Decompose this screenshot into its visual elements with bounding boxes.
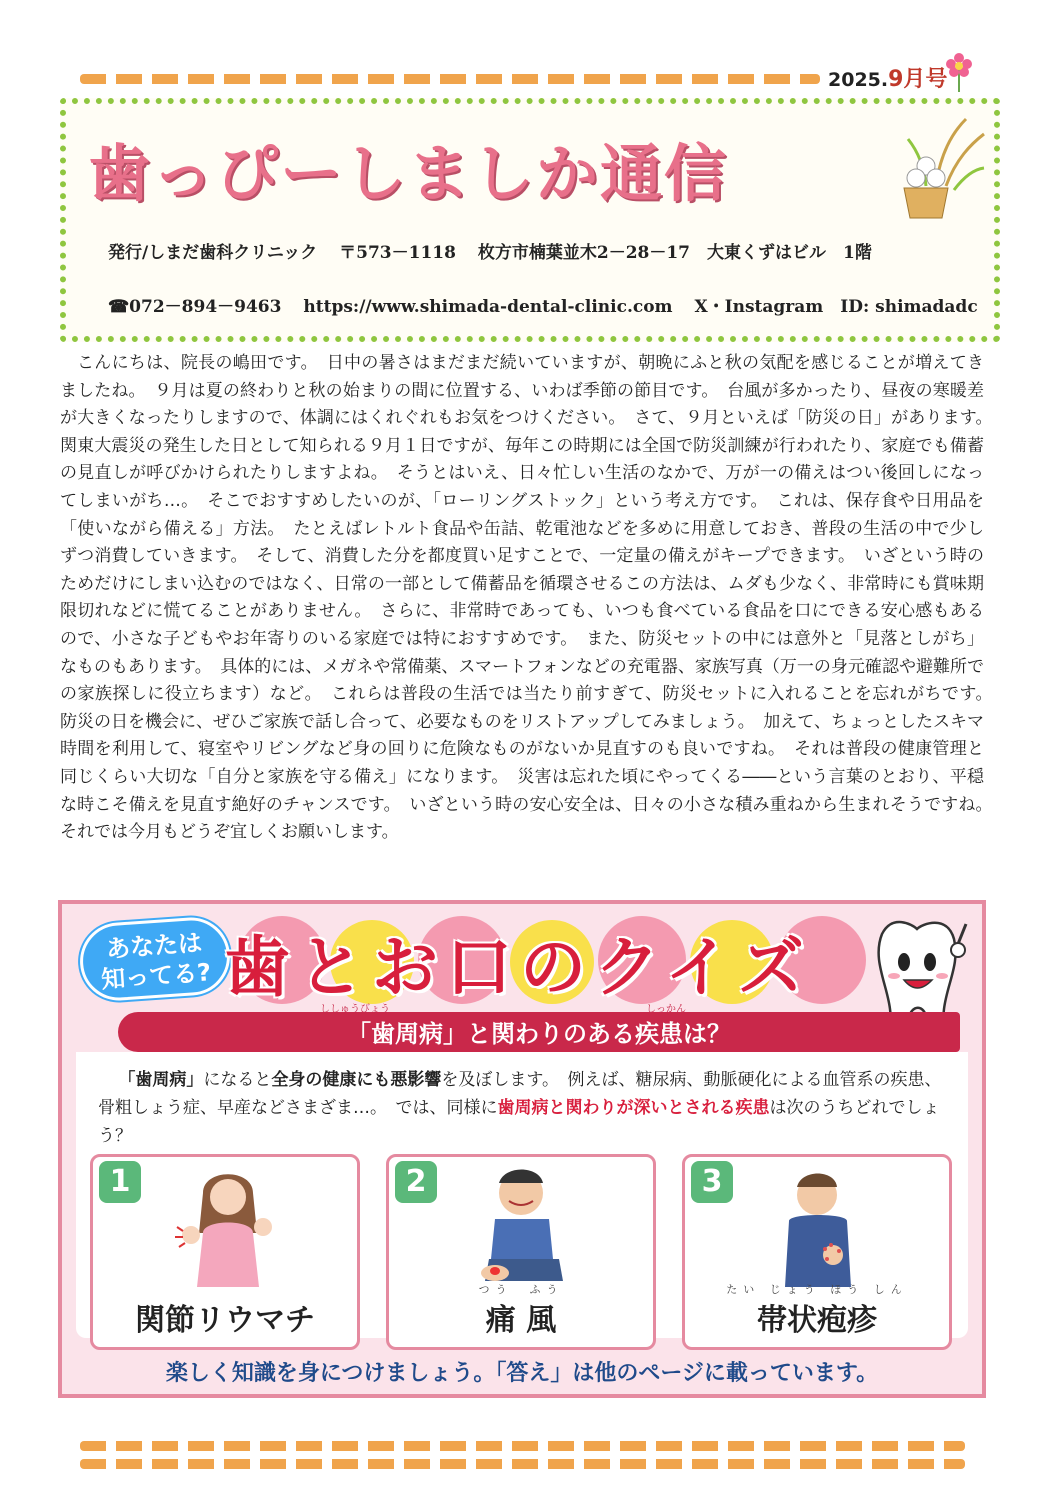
choice-label: 関節リウマチ [135,1303,315,1338]
choice-ruby: たい じょう ほう しん [726,1283,908,1296]
publisher: 発行/しまだ歯科クリニック [108,243,318,263]
quiz-footer-note: 楽しく知識を身につけましょう。「答え」は他のページに載っています。 [165,1361,879,1386]
quiz-choice-2[interactable] [386,1154,656,1350]
phone-number: ☎072－894－9463 [108,297,282,317]
choice-number: 2 [395,1161,437,1203]
quiz-subtitle: 「歯周病」と関わりのある疾患は？ [347,1020,731,1048]
ruby-shishubyo: ししゅうびょう [320,1004,390,1015]
top-dashed-rule [80,74,820,84]
bottom-dashed-rule [80,1441,965,1451]
woman-hand-pain-illustration [163,1163,293,1287]
quiz-section [58,900,986,1398]
quiz-title: 歯とお口のクイズ [224,929,813,1006]
flower-icon [945,52,973,92]
contact-line [108,292,994,317]
quiz-badge: あなたは 知ってる? [77,915,232,1003]
quiz-question: 「歯周病」になると全身の健康にも悪影響を及ぼします。 例えば、糖尿病、動脈硬化による血管系の疾患、骨粗しょう症、早産などさまざま…。 では、同様に歯周病と関わりが深いとされる疾患は次のうちどれでしょう？ [98,1070,942,1146]
issue-date: 2025.9月号 [828,67,948,92]
choice-number: 3 [691,1161,733,1203]
address: 枚方市楠葉並木2－28－17 大東くずはビル 1階 [477,243,872,263]
newsletter-title: 歯っぴーしましか通信 [88,137,729,210]
newsletter-header [60,98,1000,342]
publisher-line [108,238,888,263]
greeting-article: こんにちは、院長の嶋田です。 日中の暑さはまだまだ続いていますが、朝晩にふと秋の気配を感じることが増えてきましたね。 ９月は夏の終わりと秋の始まりの間に位置する、いわば季節の節目です。 台風が多かったり、昼夜の寒暖差が大きくなったりしますので、体調にはくれぐれもお気をつけください。 さて、９月といえば「防災の日」があります。 関東大震災の発生した日として知られる９月１日ですが、毎年この時期には全国で防災訓練が行われたり、家庭でも備蓄の見直しが呼びかけられたりしますよね。 そうとはいえ、日々忙しい生活のなかで、万が一の備えはつい後回しになってしまいがち…。 そこでおすすめしたいのが、「ローリングストック」という考え方です。 これは、保存食や日用品を「使いながら備える」方法。 たとえばレトルト食品や缶詰、乾電池などを多めに用意しておき、普段の生活の中で少しずつ消費していきます。 そして、消費した分を都度買い足すことで、一定量の備えがキープできます。 いざという時のためだけにしまい込むのではなく、日常の一部として備蓄品を循環させるこの方法は、ムダも少なく、非常時にも賞味期限切れなどに慌てることがありません。 さらに、非常時であっても、いつも食べている食品を口にできる安心感もあるので、小さな子どもやお年寄りのいる家庭では特におすすめです。 また、防災セットの中には意外と「見落としがち」なものもあります。 具体的には、メガネや常備薬、スマートフォンなどの充電器、家族写真（万一の身元確認や避難所での家族探しに役立ちます）など。 これらは普段の生活では当たり前すぎて、防災セットに入れることを忘れがちです。 防災の日を機会に、ぜひご家族で話し合って、必要なものをリストアップしてみましょう。 加えて、ちょっとしたスキマ時間を利用して、寝室やリビングなど身の回りに危険なものがないか見直すのも良いですね。 それは普段の健康管理と同じくらい大切な「自分と家族を守る備え」になります。 災害は忘れた頃にやってくる――という言葉のとおり、平穏な時こそ備えを見直す絶好のチャンスです。 いざという時の安心安全は、日々の小さな積み重ねから生まれそうですね。 それでは今月もどうぞ宜しくお願いします。 [60,353,1001,843]
man-foot-pain-illustration [459,1163,589,1287]
quiz-subtitle-bar [118,1012,960,1052]
website-link[interactable]: https://www.shimada-dental-clinic.com [303,297,673,317]
choice-ruby: つう ふう [478,1283,564,1296]
quiz-choice-3[interactable] [682,1154,952,1350]
quiz-choice-1[interactable] [90,1154,360,1350]
choice-label: 痛 風 [485,1303,557,1338]
choice-number: 1 [99,1161,141,1203]
bottom-dashed-rule-2 [80,1459,965,1469]
man-rash-illustration [755,1163,885,1287]
quiz-panel [76,1052,968,1338]
choice-label: 帯状疱疹 [757,1303,877,1338]
tsukimi-dango-icon [896,114,986,224]
sns-id: X・Instagram ID: shimadadc [694,297,978,317]
ruby-shikkan: しっかん [646,1004,686,1015]
postal-code: 〒573－1118 [339,243,456,263]
